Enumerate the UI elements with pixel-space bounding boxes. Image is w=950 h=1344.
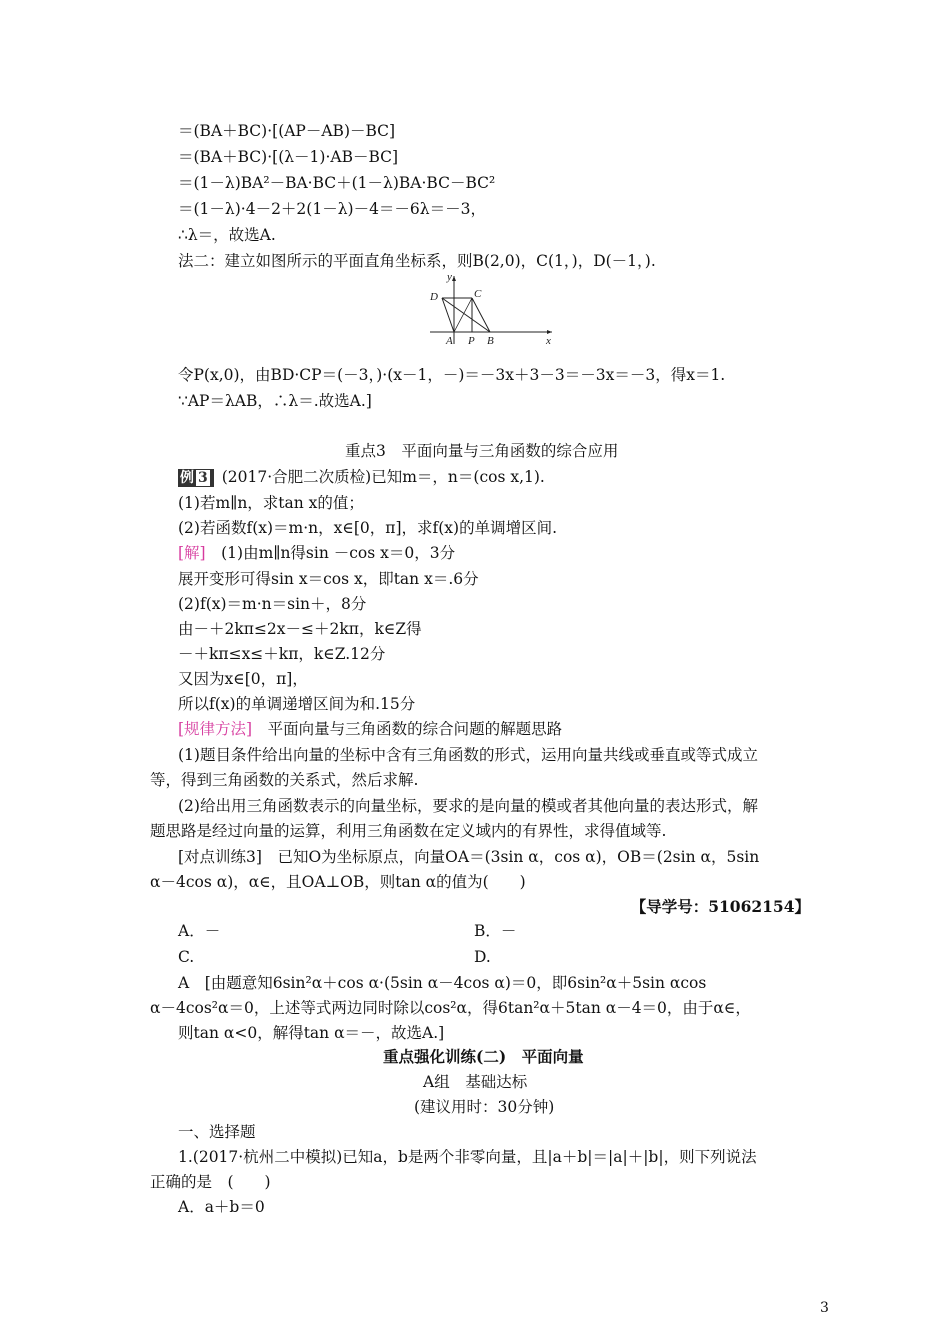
section-heading-3: 重点3 平面向量与三角函数的综合应用 [345, 442, 619, 460]
section-choice: 一、选择题 [178, 1123, 256, 1141]
group-title: A组 基础达标 [423, 1073, 528, 1091]
point-A: A [446, 335, 453, 347]
solution-line-3: (2)f(x)＝m·n＝sin＋，8分 [178, 595, 367, 613]
axis-label-y: y [447, 271, 452, 283]
line-5: ∴λ＝，故选A. [178, 226, 276, 244]
method-1a: (1)题目条件给出向量的坐标中含有三角函数的形式，运用向量共线或垂直或等式成立 [178, 746, 758, 764]
page-number: 3 [820, 1300, 829, 1316]
question-1: (1)若m∥n，求tan x的值； [178, 494, 364, 512]
example-tag: 例 3 [178, 469, 214, 487]
solution-line-5: －＋kπ≤x≤＋kπ，k∈Z.12分 [178, 645, 386, 663]
question-2: (2)若函数f(x)＝m·n，x∈[0，π]，求f(x)的单调增区间. [178, 519, 557, 537]
solution-line-7: 所以f(x)的单调递增区间为和.15分 [178, 695, 416, 713]
method-1b: 等，得到三角函数的关系式，然后求解. [150, 771, 419, 789]
solution-line-2: 展开变形可得sin x＝cos x，即tan x＝.6分 [178, 570, 479, 588]
option-A: A．－ [178, 922, 221, 940]
method-2a: (2)给出用三角函数表示的向量坐标，要求的是向量的模或者其他向量的表达形式，解 [178, 797, 758, 815]
line-4: ＝(1－λ)·4－2＋2(1－λ)－4＝－6λ＝－3， [178, 200, 486, 218]
point-B: B [487, 335, 494, 347]
method-heading [178, 718, 562, 740]
line-1: ＝(BA＋BC)·[(AP－AB)－BC] [178, 122, 396, 140]
problem-1b: 正确的是 ( ) [150, 1173, 271, 1191]
coordinate-figure [420, 270, 560, 350]
solution-line-4: 由－＋2kπ≤2x－≤＋2kπ，k∈Z得 [178, 620, 422, 638]
training-title: 重点强化训练(二) 平面向量 [383, 1047, 584, 1066]
method-title: 平面向量与三角函数的综合问题的解题思路 [267, 720, 563, 738]
line-8: ∵AP＝λAB，∴λ＝.故选A.] [178, 392, 372, 410]
example-3 [178, 466, 545, 488]
line-2: ＝(BA＋BC)·[(λ－1)·AB－BC] [178, 148, 399, 166]
example-text: (2017·合肥二次质检)已知m＝，n＝(cos x,1). [221, 468, 545, 486]
option-D: D. [474, 948, 491, 966]
line-6: 法二：建立如图所示的平面直角坐标系，则B(2,0)，C(1，)，D(－1，). [178, 252, 656, 270]
answer-line-3: 则tan α<0，解得tan α＝－，故选A.] [178, 1024, 445, 1042]
guide-number: 【导学号：51062154】 [630, 897, 810, 916]
problem-1a: 1.(2017·杭州二中模拟)已知a，b是两个非零向量，且|a＋b|＝|a|＋|b|，则下列说法 [178, 1148, 757, 1166]
training-1b: α－4cos α)，α∈，且OA⊥OB，则tan α的值为( ) [150, 873, 526, 891]
solution-line-6: 又因为x∈[0，π]， [178, 670, 308, 688]
solution-tag: [解] [178, 544, 206, 562]
training-1a: [对点训练3] 已知O为坐标原点，向量OA＝(3sin α，cos α)，OB＝(2sin α，5sin [178, 848, 760, 866]
answer-line-2: α－4cos²α＝0，上述等式两边同时除以cos²α，得6tan²α＋5tan α－4＝0，由于α∈， [150, 999, 751, 1017]
answer-line-1: A [由题意知6sin²α＋cos α·(5sin α－4cos α)＝0，即6sin²α＋5sin αcos [178, 974, 707, 992]
method-tag: [规律方法] [178, 720, 253, 738]
point-D: D [430, 291, 438, 303]
option-C: C. [178, 948, 195, 966]
solution-line-1 [178, 542, 455, 564]
point-C: C [474, 288, 482, 300]
line-7: 令P(x,0)，由BD·CP＝(－3，)·(x－1，－)＝－3x＋3－3＝－3x＝－3，得x＝1. [178, 366, 726, 384]
method-2b: 题思路是经过向量的运算，利用三角函数在定义域内的有界性，求得值域等. [150, 822, 667, 840]
line-3: ＝(1－λ)BA²－BA·BC＋(1－λ)BA·BC－BC² [178, 174, 496, 192]
point-P: P [468, 335, 475, 347]
axis-label-x: x [546, 335, 551, 347]
suggested-time: (建议用时：30分钟) [414, 1098, 555, 1116]
problem-1-option-A: A．a＋b＝0 [178, 1198, 265, 1216]
solution-text-1: (1)由m∥n得sin －cos x＝0，3分 [221, 544, 456, 562]
option-B: B．－ [474, 922, 517, 940]
